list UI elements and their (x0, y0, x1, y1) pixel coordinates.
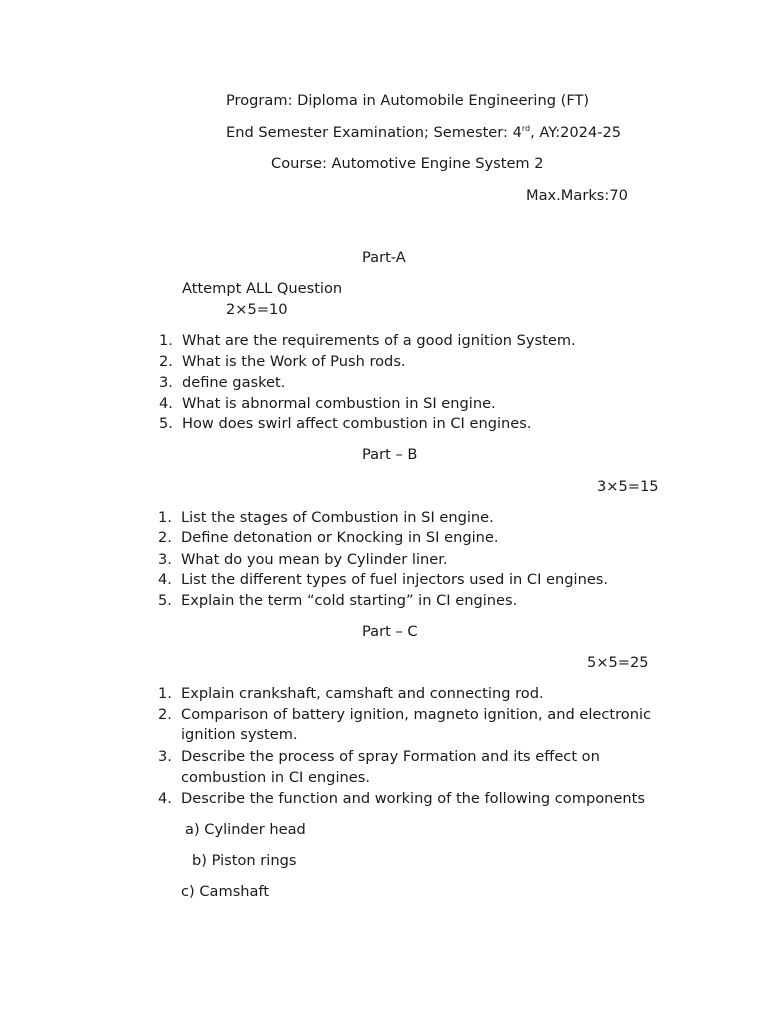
sub-item-cylinder-head: a) Cylinder head (185, 821, 306, 838)
part-b-q2-text: Define detonation or Knocking in SI engine. (181, 529, 499, 546)
part-c-q2-text-cont: ignition system. (181, 726, 298, 743)
exam-suffix: , AY:2024-25 (530, 124, 622, 141)
part-c-q4-text: Describe the function and working of the following components (181, 790, 645, 807)
part-a-q3-num: 3. (159, 374, 173, 391)
part-c-q2-text: Comparison of battery ignition, magneto ignition, and electronic (181, 706, 652, 723)
part-a-instruction: Attempt ALL Question (182, 280, 343, 297)
part-b-q3-num: 3. (158, 551, 172, 568)
part-a-q2-text: What is the Work of Push rods. (182, 353, 406, 370)
part-a-q1-num: 1. (159, 332, 173, 349)
part-c-q3-num: 3. (158, 748, 172, 765)
part-b-q5-text: Explain the term “cold starting” in CI engines. (181, 592, 518, 609)
exam-prefix: End Semester Examination; Semester: 4 (226, 124, 522, 141)
course-title: Course: Automotive Engine System 2 (271, 155, 544, 172)
sub-item-piston-rings: b) Piston rings (192, 852, 297, 869)
exam-sup: rd (521, 124, 531, 133)
part-c-q1-num: 1. (158, 685, 172, 702)
part-c-marks: 5×5=25 (587, 654, 649, 671)
sub-item-camshaft: c) Camshaft (181, 883, 270, 900)
part-b-q4-text: List the different types of fuel injectors used in CI engines. (181, 571, 609, 588)
part-c-title: Part – C (362, 623, 418, 640)
program-title: Program: Diploma in Automobile Engineering (FT) (226, 92, 590, 109)
part-a-q5-num: 5. (159, 415, 173, 432)
part-c-q3-text: Describe the process of spray Formation and its effect on (181, 748, 600, 765)
part-a-q4-text: What is abnormal combustion in SI engine. (182, 395, 496, 412)
part-a-q2-num: 2. (159, 353, 173, 370)
part-c-q4-num: 4. (158, 790, 172, 807)
part-a-q4-num: 4. (159, 395, 173, 412)
part-b-q1-text: List the stages of Combustion in SI engine. (181, 509, 494, 526)
part-b-q3-text: What do you mean by Cylinder liner. (181, 551, 448, 568)
part-c-q1-text: Explain crankshaft, camshaft and connecting rod. (181, 685, 544, 702)
part-a-marks: 2×5=10 (226, 301, 288, 318)
part-b-marks: 3×5=15 (597, 478, 659, 495)
part-b-q5-num: 5. (158, 592, 172, 609)
part-a-q3-text: define gasket. (182, 374, 286, 391)
part-a-q1-text: What are the requirements of a good ignition System. (182, 332, 576, 349)
part-b-q4-num: 4. (158, 571, 172, 588)
part-a-title: Part-A (362, 249, 406, 266)
exam-title (226, 123, 621, 143)
part-a-q5-text: How does swirl affect combustion in CI engines. (182, 415, 532, 432)
part-c-q2-num: 2. (158, 706, 172, 723)
part-b-q1-num: 1. (158, 509, 172, 526)
part-b-title: Part – B (362, 446, 418, 463)
part-b-q2-num: 2. (158, 529, 172, 546)
max-marks: Max.Marks:70 (526, 187, 628, 204)
part-c-q3-text-cont: combustion in CI engines. (181, 769, 370, 786)
